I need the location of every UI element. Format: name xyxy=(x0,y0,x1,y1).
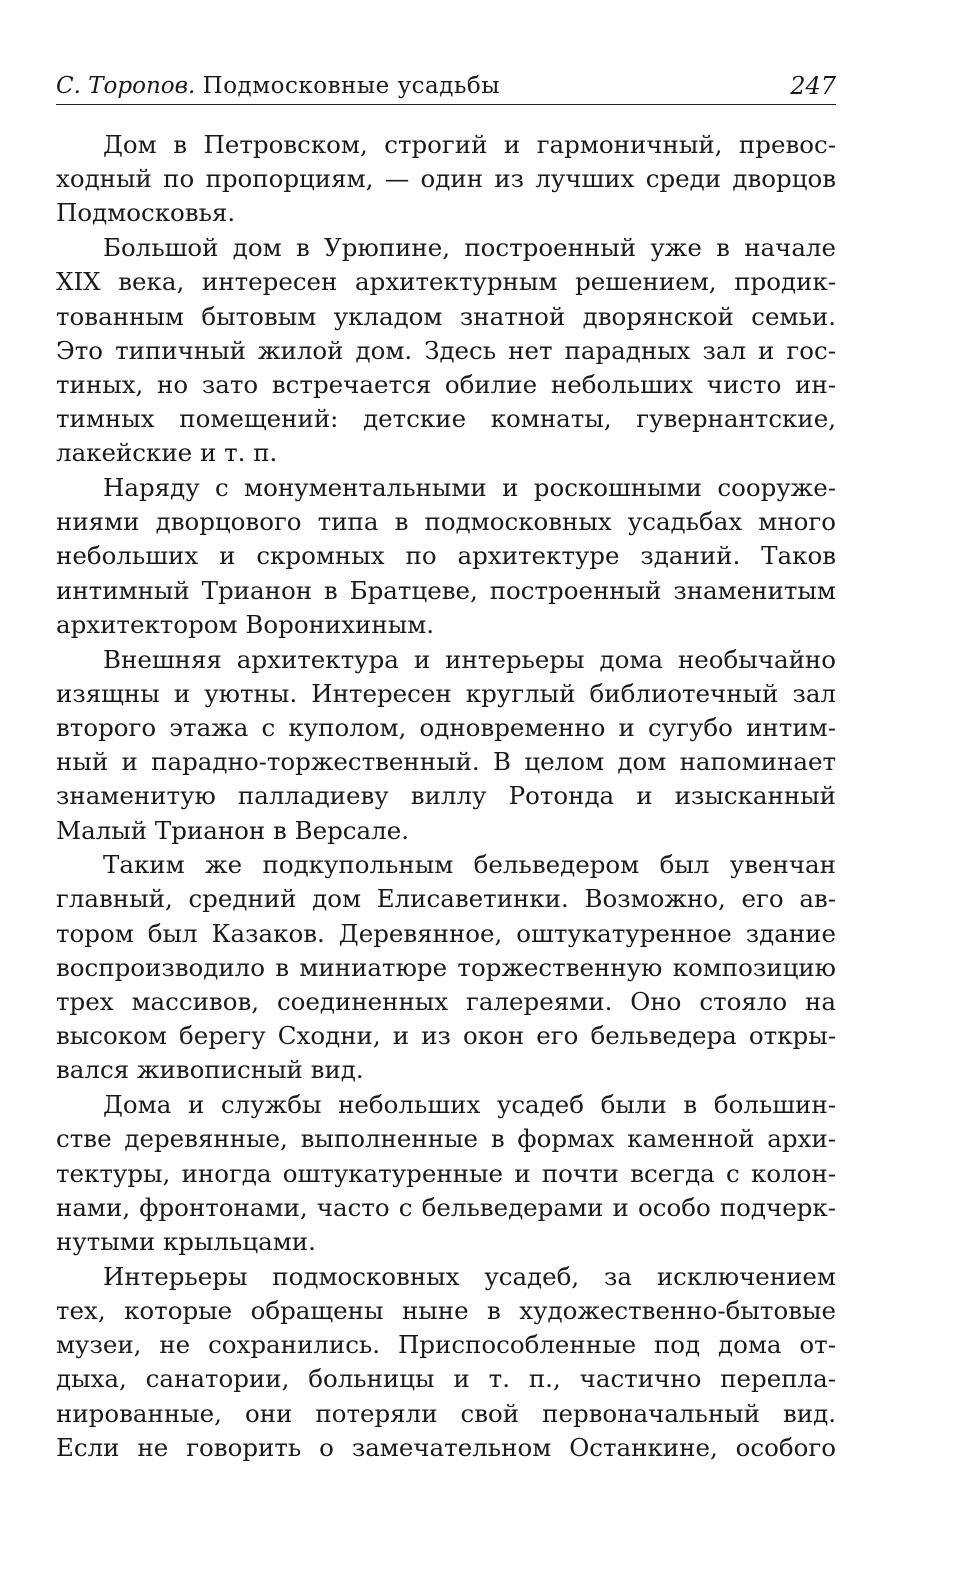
paragraph xyxy=(56,848,836,1087)
body-text xyxy=(56,128,836,1465)
text-line: главный, средний дом Елисаветинки. Возможно, его ав- xyxy=(56,884,836,914)
text-line: дыха, санатории, больницы и т. п., частично перепла- xyxy=(56,1364,836,1394)
text-line: Если не говорить о замечательном Останкине, особого xyxy=(56,1432,836,1462)
text-line: Подмосковья. xyxy=(56,198,236,228)
running-header xyxy=(56,68,836,105)
text-line: Малый Трианон в Версале. xyxy=(56,815,409,845)
text-line: тором был Казаков. Деревянное, оштукатуренное здание xyxy=(56,918,836,948)
page-number: 247 xyxy=(790,72,836,100)
header-title: Подмосковные усадьбы xyxy=(202,73,501,99)
text-line: стве деревянные, выполненные в формах каменной архи- xyxy=(56,1124,836,1154)
text-line: ный и парадно-торжественный. В целом дом напоминает xyxy=(56,747,836,777)
text-line: Наряду с монументальными и роскошными сооруже- xyxy=(103,473,836,503)
text-line: воспроизводило в миниатюре торжественную композицию xyxy=(56,952,836,982)
header-author: С. Торопов. xyxy=(56,73,196,99)
text-line: интимный Трианон в Братцеве, построенный знаменитым xyxy=(56,575,836,605)
text-line: высоком берегу Сходни, и из окон его бельведера откры- xyxy=(56,1021,836,1051)
text-line: нами, фронтонами, часто с бельведерами и особо подчерк- xyxy=(56,1192,836,1222)
text-line: Дома и службы небольших усадеб были в большин- xyxy=(103,1090,836,1120)
text-line: небольших и скромных по архитектуре зданий. Таков xyxy=(56,541,836,571)
text-line: знаменитую палладиеву виллу Ротонда и изысканный xyxy=(56,781,836,811)
book-page xyxy=(56,68,836,1465)
text-line: трех массивов, соединенных галереями. Оно стояло на xyxy=(56,987,836,1017)
text-line: Внешняя архитектура и интерьеры дома необычайно xyxy=(103,644,836,674)
text-line: тованным бытовым укладом знатной дворянской семьи. xyxy=(56,301,836,331)
text-line: ниями дворцового типа в подмосковных усадьбах много xyxy=(56,507,836,537)
text-line: архитектором Воронихиным. xyxy=(56,609,435,639)
text-line: второго этажа с куполом, одновременно и сугубо интим- xyxy=(56,712,836,742)
text-line: Таким же подкупольным бельведером был увенчан xyxy=(103,850,836,880)
text-line: ходный по пропорциям, — один из лучших среди дворцов xyxy=(56,164,836,194)
paragraph xyxy=(56,643,836,848)
text-line: Большой дом в Урюпине, построенный уже в начале xyxy=(103,233,836,263)
text-line: вался живописный вид. xyxy=(56,1055,364,1085)
text-line: музеи, не сохранились. Приспособленные под дома от- xyxy=(56,1330,836,1360)
text-line: нированные, они потеряли свой первоначальный вид. xyxy=(56,1398,836,1428)
text-line: Интерьеры подмосковных усадеб, за исключением xyxy=(103,1261,836,1291)
text-line: тиных, но зато встречается обилие небольших чисто ин- xyxy=(56,369,836,399)
text-line: тех, которые обращены ныне в художественно-бытовые xyxy=(56,1295,836,1325)
text-line: лакейские и т. п. xyxy=(56,438,278,468)
paragraph xyxy=(56,471,836,642)
paragraph xyxy=(56,231,836,470)
paragraph xyxy=(56,1260,836,1465)
text-line: нутыми крыльцами. xyxy=(56,1227,316,1256)
paragraph xyxy=(56,128,836,231)
text-line: тектуры, иногда оштукатуренные и почти всегда с колон- xyxy=(56,1158,836,1188)
text-line: XIX века, интересен архитектурным решением, продик- xyxy=(56,267,836,297)
text-line: изящны и уютны. Интересен круглый библиотечный зал xyxy=(56,678,836,708)
text-line: Это типичный жилой дом. Здесь нет парадных зал и гос- xyxy=(56,335,836,365)
paragraph xyxy=(56,1088,836,1259)
text-line: Дом в Петровском, строгий и гармоничный, превос- xyxy=(103,130,836,159)
text-line: тимных помещений: детские комнаты, гувернантские, xyxy=(56,404,836,434)
